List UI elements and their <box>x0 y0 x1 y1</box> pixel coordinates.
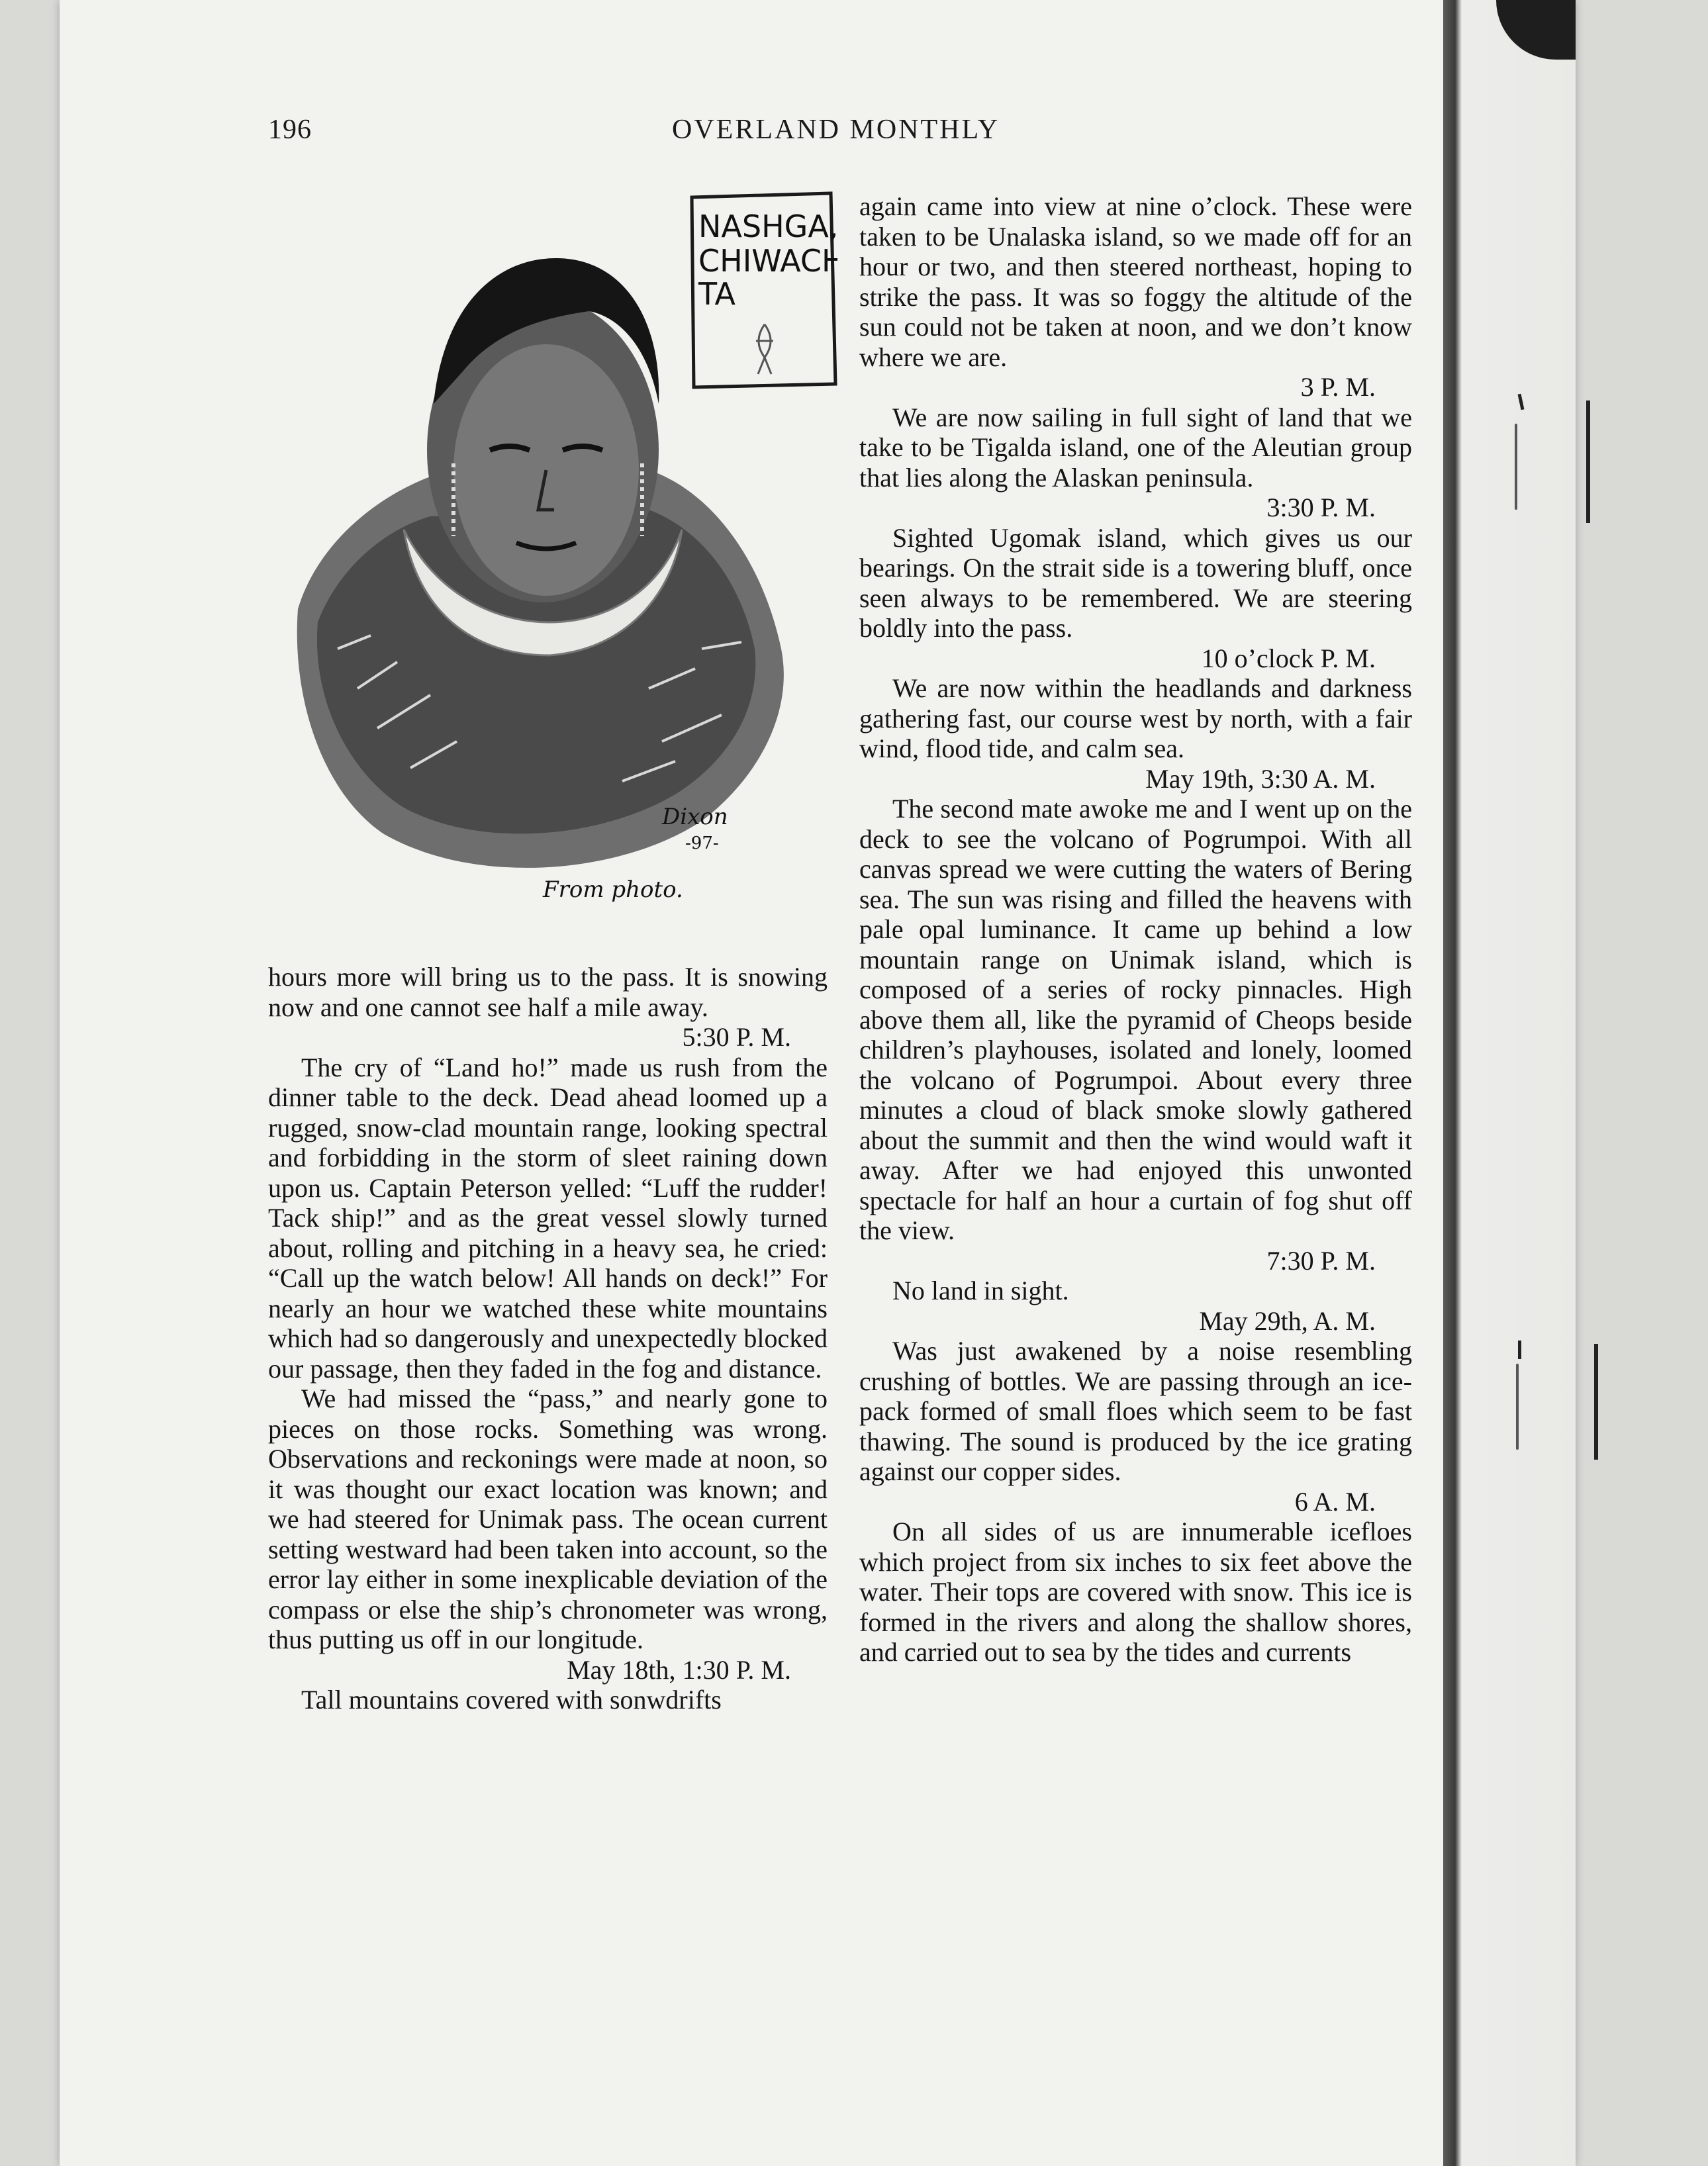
right-paragraph-headlands: We are now within the headlands and darkness gathering fast, our course west by north, with a fair wind, flood tide, and calm sea. <box>859 673 1412 763</box>
right-paragraph-volcano: The second mate awoke me and I went up on the deck to see the volcano of Pogrumpoi. With all canvas spread we were cutting the waters of Bering sea. The sun was rising and filled the heavens with pale opal luminance. It came up behind a low mountain range on Unimak island, which is composed of a series of rocky pinnacles. High above them all, like the pyramid of Cheops beside children’s playhouses, isolated and lonely, loomed the volcano of Pogrumpoi. About every three minutes a cloud of black smoke slowly gathered about the summit and then the wind would waft it away. After we had enjoyed this unwonted spectacle for half an hour a curtain of fog shut off the view. <box>859 794 1412 1245</box>
left-paragraph-missed-pass: We had missed the “pass,” and nearly gone to pieces on those rocks. Something was wrong. Observations and reckonings were made at noon, so it was thought our exact location was known; and we had steered for Unimak pass. The ocean current setting westward had been taken into account, so the error lay either in some inexplicable deviation of the compass or else the ship’s chronometer was wrong, thus putting us off in our longitude. <box>268 1384 828 1654</box>
margin-bracket-bottom <box>1516 1364 1519 1450</box>
right-paragraph-icefloes: On all sides of us are innumerable icefloes which project from six inches to six feet above the water. Their tops are covered with snow. This ice is formed in the rivers and along the shallow shores, and carried out to sea by the tides and currents <box>859 1517 1412 1667</box>
left-paragraph-tall-mountains: Tall mountains covered with sonwdrifts <box>301 1685 722 1715</box>
margin-line-bottom <box>1594 1344 1598 1460</box>
page-number: 196 <box>268 115 312 145</box>
right-date-7-30-pm: 7:30 P. M. <box>1266 1245 1376 1276</box>
right-date-may-19: May 19th, 3:30 A. M. <box>1145 763 1376 794</box>
left-column <box>268 962 828 1715</box>
right-paragraph-no-land: No land in sight. <box>892 1276 1069 1305</box>
caption-line-2: CHIWACH <box>698 243 837 279</box>
portrait-face <box>427 258 659 602</box>
portrait-sketch <box>278 185 837 914</box>
margin-tick-bottom <box>1518 1341 1521 1359</box>
right-date-may-29: May 29th, A. M. <box>1199 1305 1376 1336</box>
signature-year: -97- <box>685 833 719 853</box>
right-column <box>859 191 1412 1668</box>
left-text-0: hours more will bring us to the pass. It is snowing now and one cannot see half a mile away. <box>268 962 828 1022</box>
right-date-6-am: 6 A. M. <box>1294 1486 1376 1517</box>
running-title: OVERLAND MONTHLY <box>672 115 1000 145</box>
right-paragraph-ugomak: Sighted Ugomak island, which gives us our bearings. On the strait side is a towering bluff, once seen always to be remembered. We are steering boldly into the pass. <box>859 522 1412 643</box>
right-paragraph-bottles: Was just awakened by a noise resembling crushing of bottles. We are passing through an ice-pack formed of small floes which seem to be fast thawing. The sound is produced by the ice grating against our copper sides. <box>859 1336 1412 1486</box>
left-paragraph-land-ho: The cry of “Land ho!” made us rush from the dinner table to the deck. Dead ahead loomed up a rugged, snow-clad mountain range, looking spectral and forbidding in the storm of sleet raining down upon us. Captain Peterson yelled: “Luff the rudder! Tack ship!” and as the great vessel slowly turned about, rolling and pitching in a heavy sea, he cried: “Call up the watch below! All hands on deck!” For nearly an hour we watched these white mountains which had so dangerously and unexpectedly blocked our passage, then they faded in the fog and distance. <box>268 1052 828 1384</box>
caption-line-1: NASHGA, <box>698 209 837 244</box>
caption-line-3: TA <box>698 276 735 312</box>
margin-bracket-top <box>1515 424 1517 510</box>
right-paragraph-tigalda: We are now sailing in full sight of land that we take to be Tigalda island, one of the Aleutian group that lies along the Alaskan peninsula. <box>859 402 1412 493</box>
photo-credit: From photo. <box>543 876 683 903</box>
margin-line-top <box>1586 400 1590 523</box>
right-text-0: again came into view at nine o’clock. These were taken to be Unalaska island, so we made off for an hour or two, and then steered northeast, hoping to strike the pass. It was so foggy the altitude of the sun could not be taken at noon, and we don’t know where we are. <box>859 191 1412 372</box>
portrait-illustration <box>278 185 837 914</box>
right-date-3-30-pm: 3:30 P. M. <box>1266 493 1376 522</box>
artist-signature: Dixon <box>662 804 728 830</box>
left-date-may-18: May 18th, 1:30 P. M. <box>567 1654 791 1685</box>
right-date-3-pm: 3 P. M. <box>1300 372 1376 402</box>
left-date-5-30-pm: 5:30 P. M. <box>682 1022 791 1052</box>
book-spine <box>1443 0 1576 2166</box>
right-date-10-pm: 10 o’clock P. M. <box>1201 643 1376 673</box>
caption-box <box>692 193 837 387</box>
